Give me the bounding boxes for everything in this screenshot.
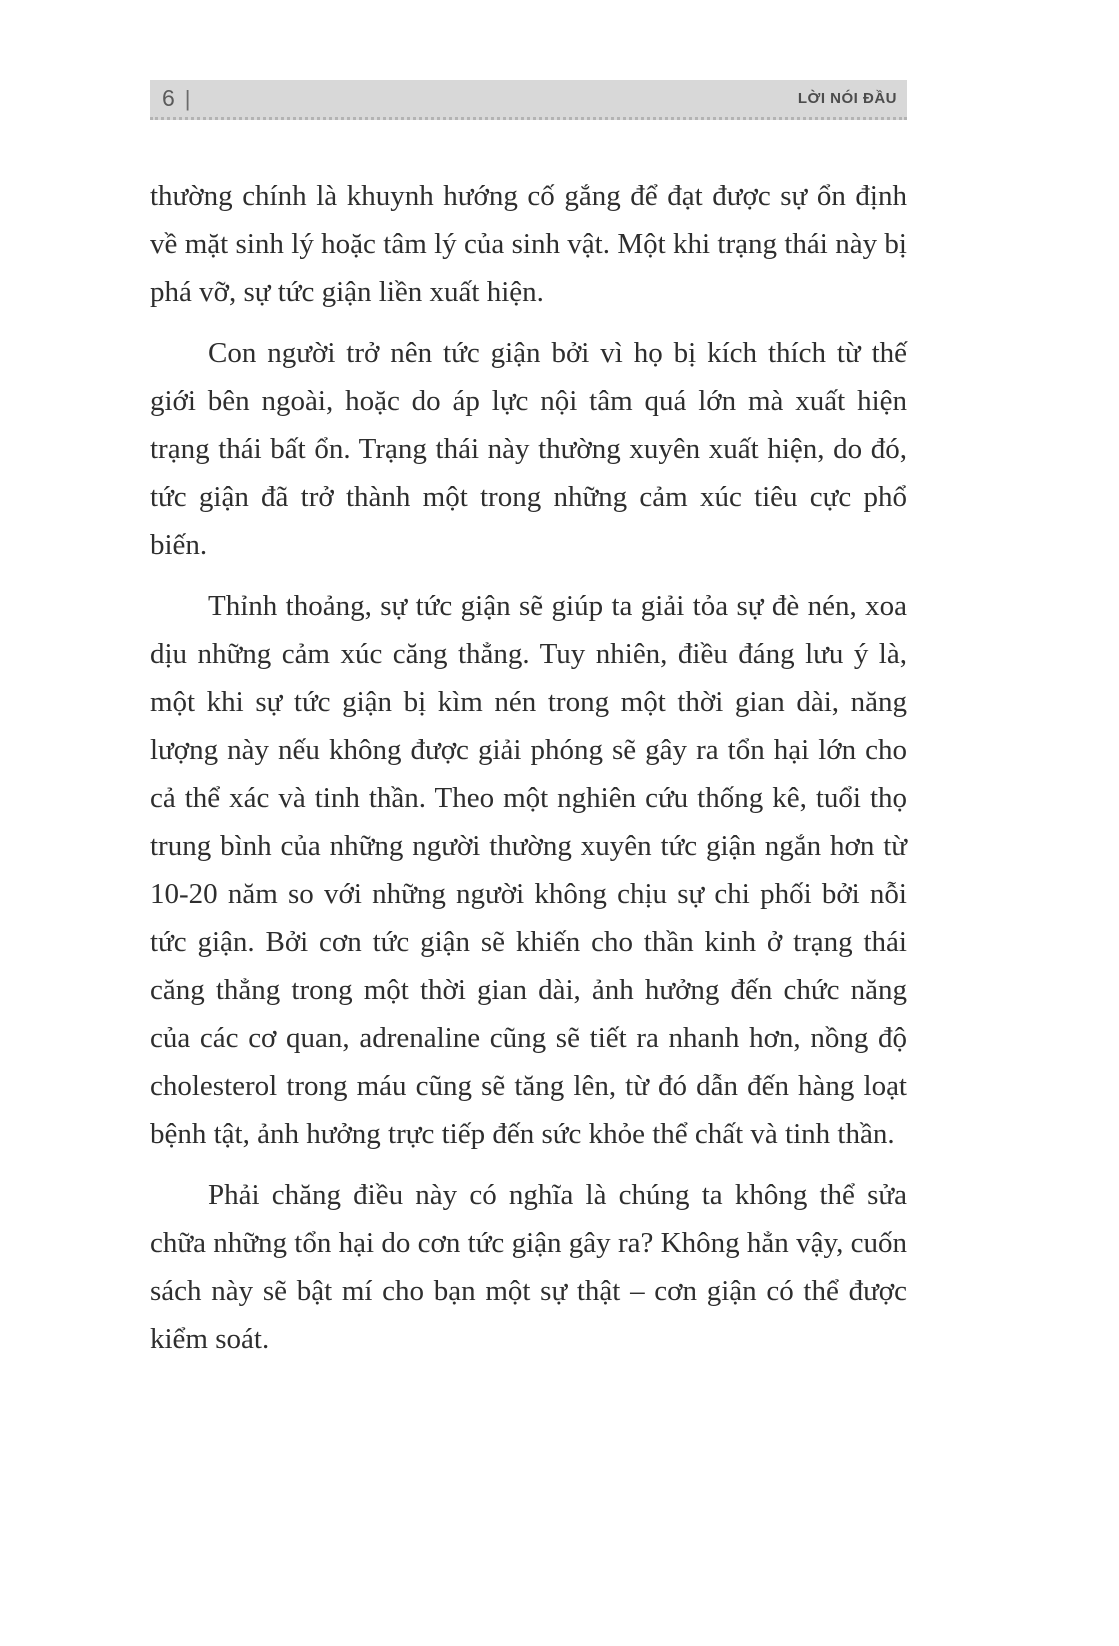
header-divider: | (184, 85, 191, 111)
page-number: 6 (162, 85, 175, 111)
body-text (150, 172, 907, 1363)
running-header (150, 80, 907, 120)
page-content (150, 80, 907, 1376)
section-title: LỜI NÓI ĐẦU (797, 90, 897, 107)
body-paragraph: Thỉnh thoảng, sự tức giận sẽ giúp ta giải tỏa sự đè nén, xoa dịu những cảm xúc căng thẳng. Tuy nhiên, điều đáng lưu ý là, một khi sự tức giận bị kìm nén trong một thời gian dài, năng lượng này nếu không được giải phóng sẽ gây ra tổn hại lớn cho cả thể xác và tinh thần. Theo một nghiên cứu thống kê, tuổi thọ trung bình của những người thường xuyên tức giận ngắn hơn từ 10-20 năm so với những người không chịu sự chi phối bởi nỗi tức giận. Bởi cơn tức giận sẽ khiến cho thần kinh ở trạng thái căng thẳng trong một thời gian dài, ảnh hưởng đến chức năng của các cơ quan, adrenaline cũng sẽ tiết ra nhanh hơn, nồng độ cholesterol trong máu cũng sẽ tăng lên, từ đó dẫn đến hàng loạt bệnh tật, ảnh hưởng trực tiếp đến sức khỏe thể chất và tinh thần. (150, 590, 907, 1150)
body-paragraph: Con người trở nên tức giận bởi vì họ bị kích thích từ thế giới bên ngoài, hoặc do áp lực nội tâm quá lớn mà xuất hiện trạng thái bất ổn. Trạng thái này thường xuyên xuất hiện, do đó, tức giận đã trở thành một trong những cảm xúc tiêu cực phổ biến. (150, 337, 907, 561)
header-left (162, 85, 191, 112)
body-paragraph: Phải chăng điều này có nghĩa là chúng ta không thể sửa chữa những tổn hại do cơn tức giận gây ra? Không hẳn vậy, cuốn sách này sẽ bật mí cho bạn một sự thật – cơn giận có thể được kiểm soát. (150, 1179, 907, 1355)
body-paragraph: thường chính là khuynh hướng cố gắng để đạt được sự ổn định về mặt sinh lý hoặc tâm lý của sinh vật. Một khi trạng thái này bị phá vỡ, sự tức giận liền xuất hiện. (150, 180, 907, 308)
